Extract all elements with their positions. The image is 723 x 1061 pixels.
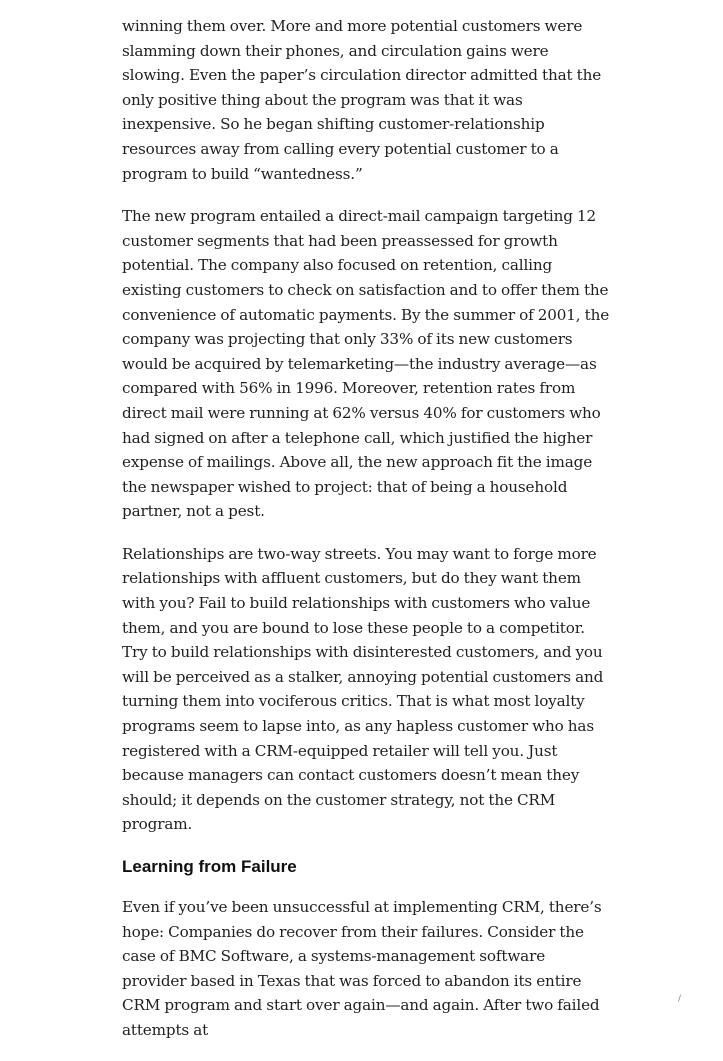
body-paragraph: Even if you’ve been unsuccessful at implementing CRM, there’s hope: Companies do recover from their failures. Consider the case of BMC Software, a systems-management software provider based in Texas that was forced to abandon its entire CRM program and start over again—and again. After two failed attempts at bbox=[122, 898, 602, 1039]
body-paragraph: Relationships are two-way streets. You may want to forge more relationships with affluent customers, but do they want them with you? Fail to build relationships with customers who value them, and you are bound to lose these people to a competitor. Try to build relationships with disinterested customers, and you will be perceived as a stalker, annoying potential customers and turning them into vociferous critics. That is what most loyalty programs seem to lapse into, as any hapless customer who has registered with a CRM-equipped retailer will tell you. Just because managers can contact customers doesn’t mean they should; it depends on the customer strategy, not the CRM program. bbox=[122, 544, 604, 834]
article-body bbox=[122, 14, 612, 1061]
page-corner-mark: / bbox=[678, 994, 682, 1004]
body-paragraph: winning them over. More and more potential customers were slamming down their phones, and circulation gains were slowing. Even the paper’s circulation director admitted that the only positive thing about the program was that it was inexpensive. So he began shifting customer-relationship resources away from calling every potential customer to a program to build “wantedness.” bbox=[122, 17, 602, 183]
body-paragraph: The new program entailed a direct-mail campaign targeting 12 customer segments that had been preassessed for growth potential. The company also focused on retention, calling existing customers to check on satisfaction and to offer them the convenience of automatic payments. By the summer of 2001, the company was projecting that only 33% of its new customers would be acquired by telemarketing—the industry average—as compared with 56% in 1996. Moreover, retention rates from direct mail were running at 62% versus 40% for customers who had signed on after a telephone call, which justified the higher expense of mailings. Above all, the new approach fit the image the newspaper wished to project: that of being a household partner, not a pest. bbox=[122, 207, 610, 521]
section-heading: Learning from Failure bbox=[122, 857, 297, 876]
